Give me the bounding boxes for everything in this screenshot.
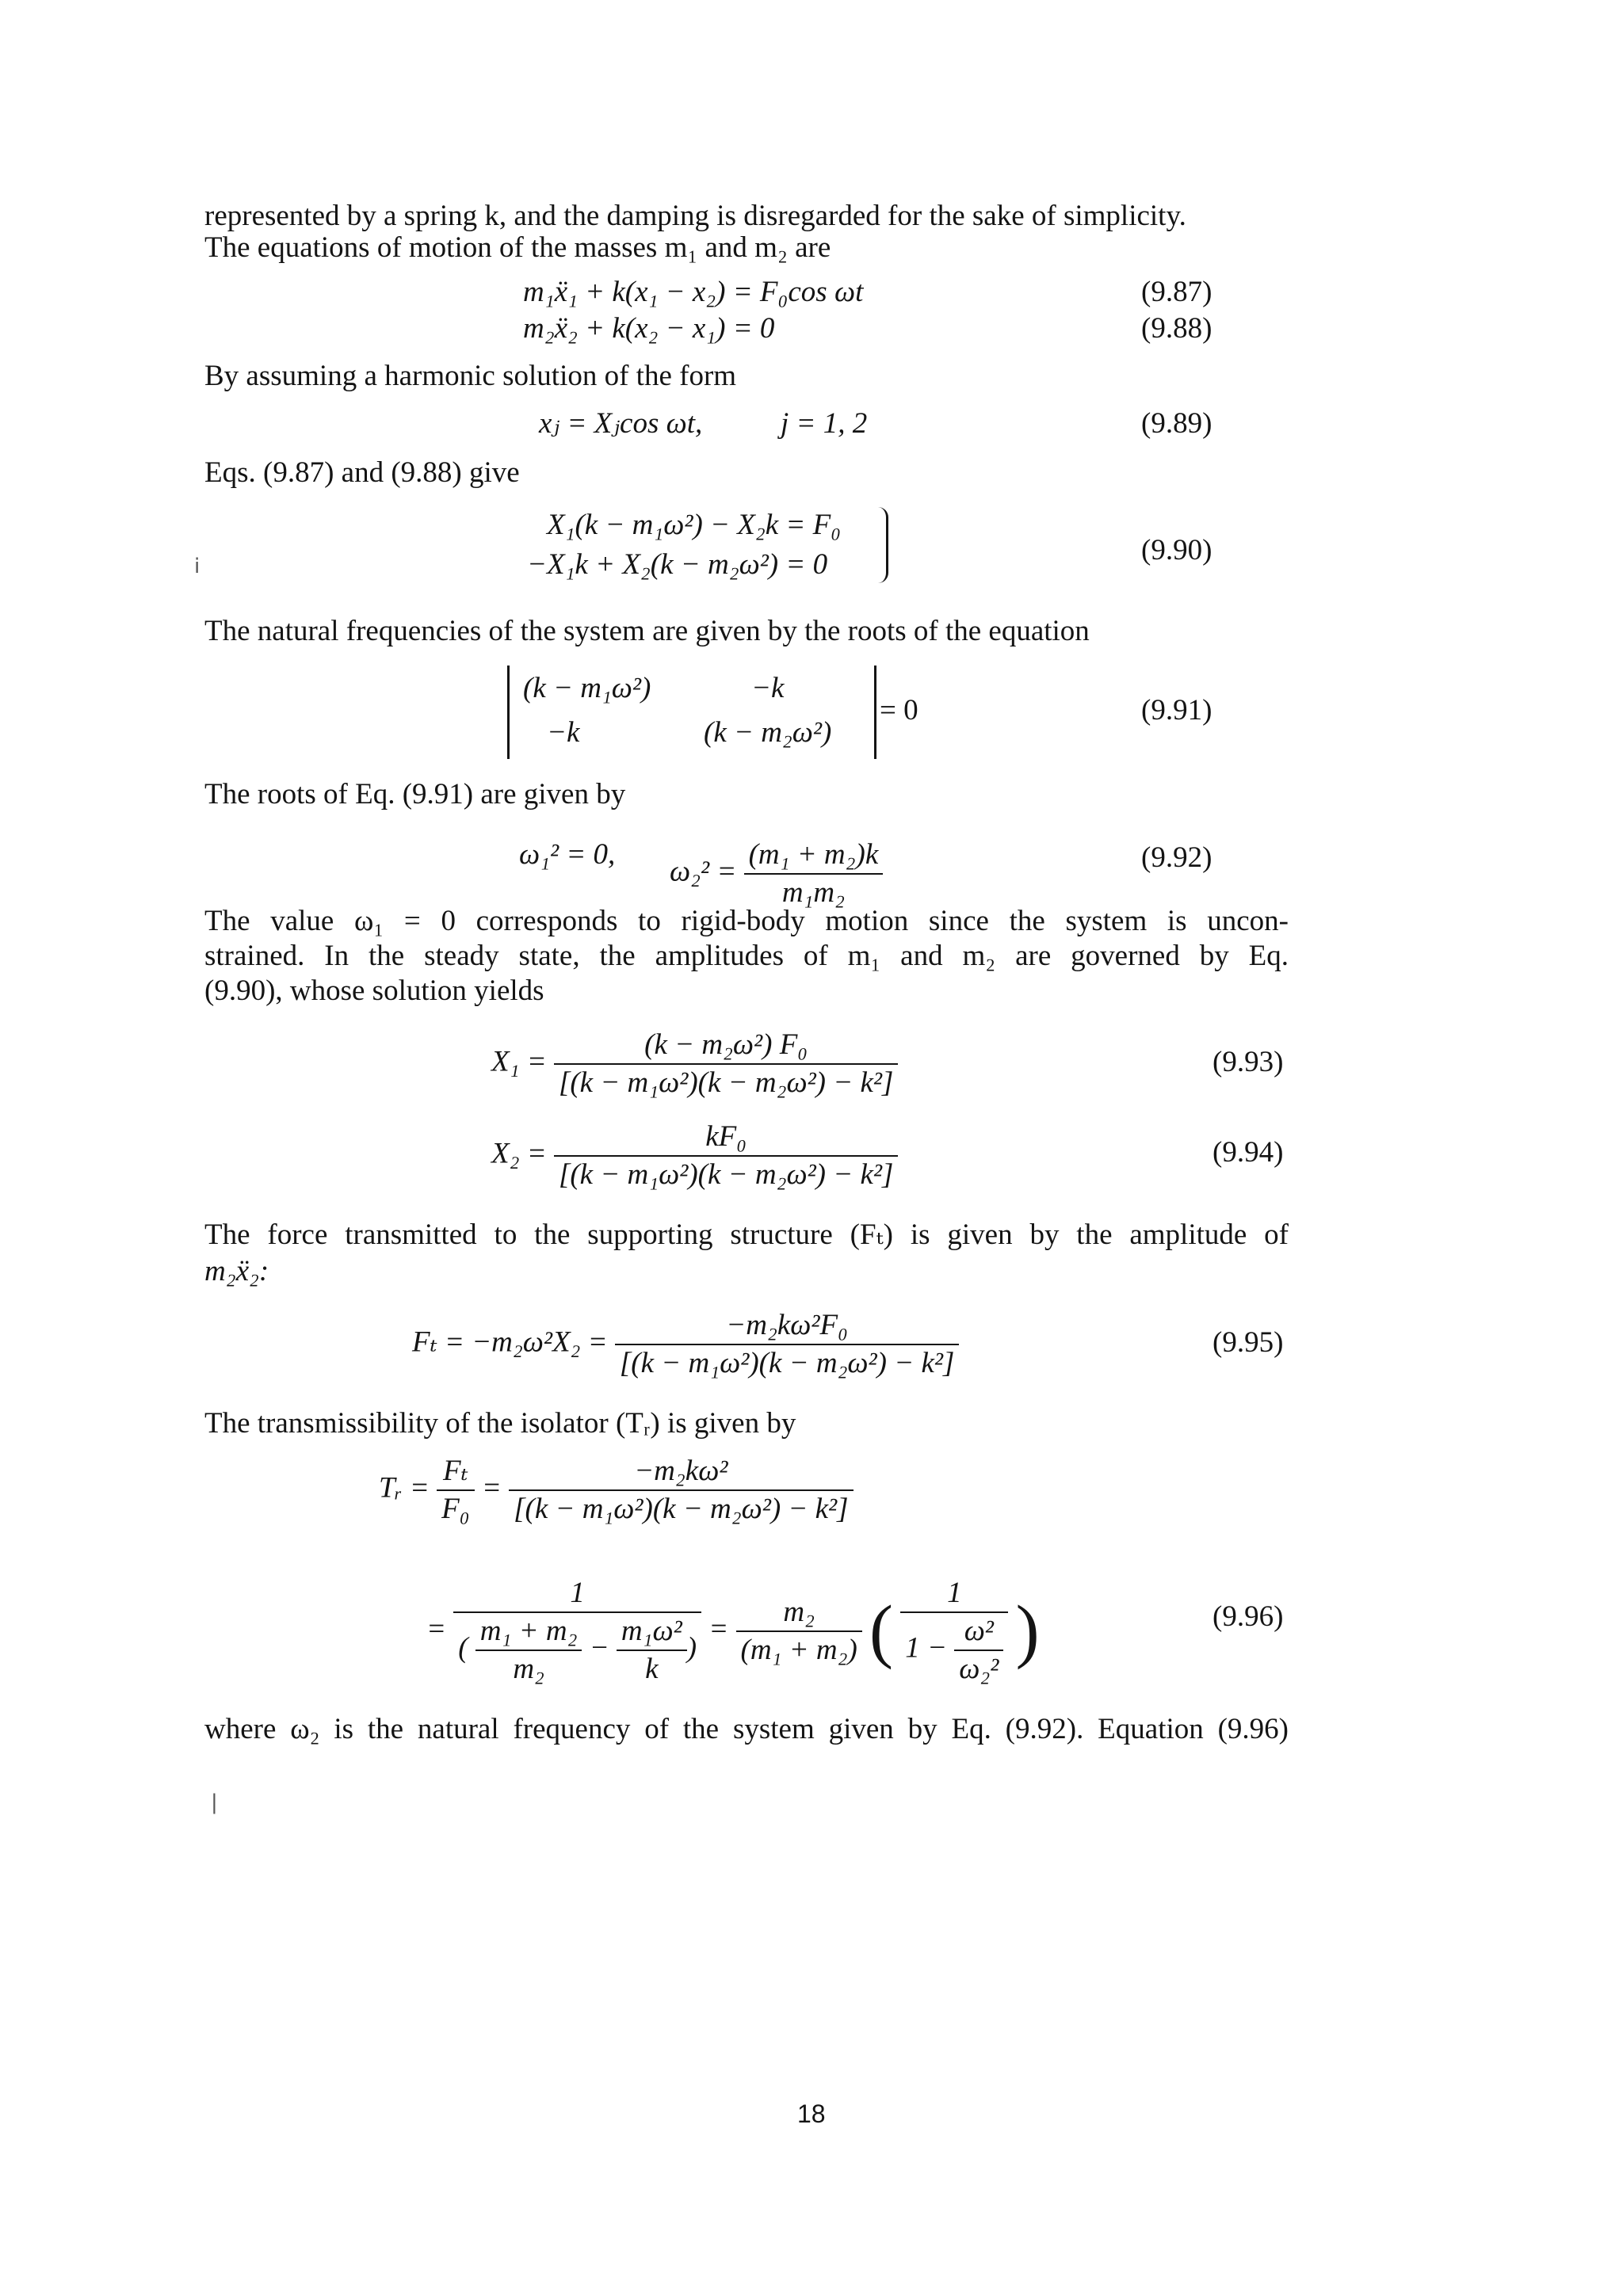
equation-number: (9.94) — [1212, 1136, 1284, 1169]
denominator: F₀ — [437, 1489, 474, 1527]
equation-9-87: m₁ẍ₁ + k(x₁ − x₂) = F₀cos ωt — [523, 276, 864, 308]
det-entry-11: (k − m₁ω²) — [523, 672, 651, 704]
margin-mark: i — [194, 555, 200, 578]
x2-lhs: X₂ = — [491, 1137, 547, 1170]
paragraph-line: where ω₂ is the natural frequency of the system given by Eq. (9.92). Equation (9.96) — [204, 1713, 1289, 1745]
equation-9-89-index: j = 1, 2 — [781, 407, 868, 440]
equation-9-90-line1: X₁(k − m₁ω²) − X₂k = F₀ — [547, 509, 842, 541]
denominator: ω₂² — [954, 1650, 1003, 1688]
paragraph-line: The transmissibility of the isolator (Tᵣ) is given by — [204, 1407, 796, 1440]
denominator — [900, 1611, 1008, 1688]
numerator: −m₂kω²F₀ — [726, 1309, 848, 1341]
right-paren: ) — [1015, 1592, 1040, 1670]
fraction — [554, 1027, 898, 1101]
equation-9-93 — [491, 1027, 898, 1101]
equation-number: (9.91) — [1141, 694, 1212, 727]
paragraph-line: (9.90), whose solution yields — [204, 974, 544, 1007]
numerator: m₁ + m₂ — [479, 1615, 578, 1647]
fraction — [453, 1575, 701, 1688]
equals-sign: = — [426, 1612, 446, 1646]
equation-9-95 — [412, 1307, 959, 1382]
fraction — [744, 837, 884, 911]
numerator: 1 — [947, 1577, 962, 1609]
margin-mark: | — [211, 1791, 218, 1814]
equation-number: (9.95) — [1212, 1326, 1284, 1359]
fraction — [437, 1453, 474, 1527]
equation-9-89: xⱼ = Xⱼcos ωt, — [539, 407, 703, 440]
denominator: [(k − m₁ω²)(k − m₂ω²) − k²] — [554, 1155, 898, 1193]
numerator: m₁ω² — [621, 1615, 682, 1647]
tr-lhs: Tᵣ = — [379, 1471, 430, 1505]
denominator: k — [617, 1650, 687, 1688]
denominator: [(k − m₁ω²)(k − m₂ω²) − k²] — [615, 1344, 959, 1382]
equation-9-96-line1 — [379, 1453, 854, 1527]
fraction — [954, 1613, 1003, 1688]
numerator: Fₜ — [443, 1455, 468, 1487]
omega2-lhs: ω₂² = — [670, 855, 737, 888]
det-entry-21: −k — [547, 716, 580, 749]
fraction — [615, 1307, 959, 1382]
numerator: (m₁ + m₂)k — [748, 838, 879, 871]
left-paren: ( — [869, 1592, 894, 1670]
fraction — [617, 1613, 687, 1688]
numerator: ω² — [964, 1615, 994, 1647]
equation-number: (9.90) — [1141, 534, 1212, 566]
paragraph-line: The value ω₁ = 0 corresponds to rigid-body motion since the system is uncon- — [204, 905, 1289, 937]
equation-number: (9.89) — [1141, 407, 1212, 440]
det-entry-22: (k − m₂ω²) — [704, 716, 832, 749]
right-brace — [878, 507, 888, 583]
denominator: [(k − m₁ω²)(k − m₂ω²) − k²] — [554, 1063, 898, 1101]
equation-9-90-line2: −X₁k + X₂(k − m₂ω²) = 0 — [527, 548, 828, 581]
x1-lhs: X₁ = — [491, 1045, 547, 1078]
fraction — [900, 1575, 1008, 1688]
minus-sign: − — [589, 1631, 609, 1665]
equation-9-92-omega1: ω₁² = 0, — [519, 838, 616, 871]
fraction — [554, 1119, 898, 1193]
paragraph-line: By assuming a harmonic solution of the form — [204, 360, 737, 392]
equation-9-92-omega2 — [670, 837, 883, 911]
equals-sign: = — [708, 1612, 729, 1646]
fraction — [509, 1453, 853, 1527]
denominator: [(k − m₁ω²)(k − m₂ω²) − k²] — [509, 1489, 853, 1527]
det-entry-12: −k — [751, 672, 785, 704]
paragraph-line: The equations of motion of the masses m₁ and m₂ are — [204, 231, 831, 264]
equation-number: (9.87) — [1141, 276, 1212, 308]
numerator: −m₂kω² — [634, 1455, 728, 1487]
equation-9-96-line2 — [426, 1575, 1040, 1688]
paragraph-line: The force transmitted to the supporting structure (Fₜ) is given by the amplitude of — [204, 1219, 1289, 1251]
numerator: kF₀ — [705, 1120, 747, 1153]
paragraph-line: strained. In the steady state, the amplitudes of m₁ and m₂ are governed by Eq. — [204, 940, 1289, 972]
equation-number: (9.92) — [1141, 841, 1212, 874]
numerator: (k − m₂ω²) F₀ — [644, 1028, 808, 1061]
equation-number: (9.88) — [1141, 312, 1212, 345]
denominator: ( $\frac{\text{m₁ + m₂}}{\text{m₂}}$ − $\frac{\text{m₁ω²}}{k}$ ) — [453, 1611, 701, 1688]
fraction — [475, 1613, 582, 1688]
ft-lhs: Fₜ = −m₂ω²X₂ = — [412, 1325, 608, 1359]
paragraph-line: m₂ẍ₂: — [204, 1255, 269, 1287]
equation-number: (9.96) — [1212, 1600, 1284, 1633]
equation-9-88: m₂ẍ₂ + k(x₂ − x₁) = 0 — [523, 312, 775, 345]
paragraph-line: The natural frequencies of the system are given by the roots of the equation — [204, 615, 1090, 647]
denominator: m₂ — [475, 1650, 582, 1688]
page-number: 18 — [797, 2100, 826, 2128]
denominator: (m₁ + m₂) — [736, 1630, 862, 1669]
denominator: m₁m₂ — [744, 873, 884, 911]
equation-9-94 — [491, 1119, 898, 1193]
one-minus: 1 − — [905, 1631, 947, 1665]
numerator: m₂ — [783, 1596, 815, 1628]
equation-number: (9.93) — [1212, 1046, 1284, 1078]
det-rhs: = 0 — [880, 694, 918, 727]
fraction — [736, 1594, 862, 1669]
paragraph-line: represented by a spring k, and the damping is disregarded for the sake of simplicity. — [204, 200, 1186, 232]
numerator: 1 — [570, 1577, 585, 1609]
equals-sign: = — [481, 1471, 502, 1505]
paragraph-line: The roots of Eq. (9.91) are given by — [204, 778, 626, 810]
paragraph-line: Eqs. (9.87) and (9.88) give — [204, 456, 520, 489]
